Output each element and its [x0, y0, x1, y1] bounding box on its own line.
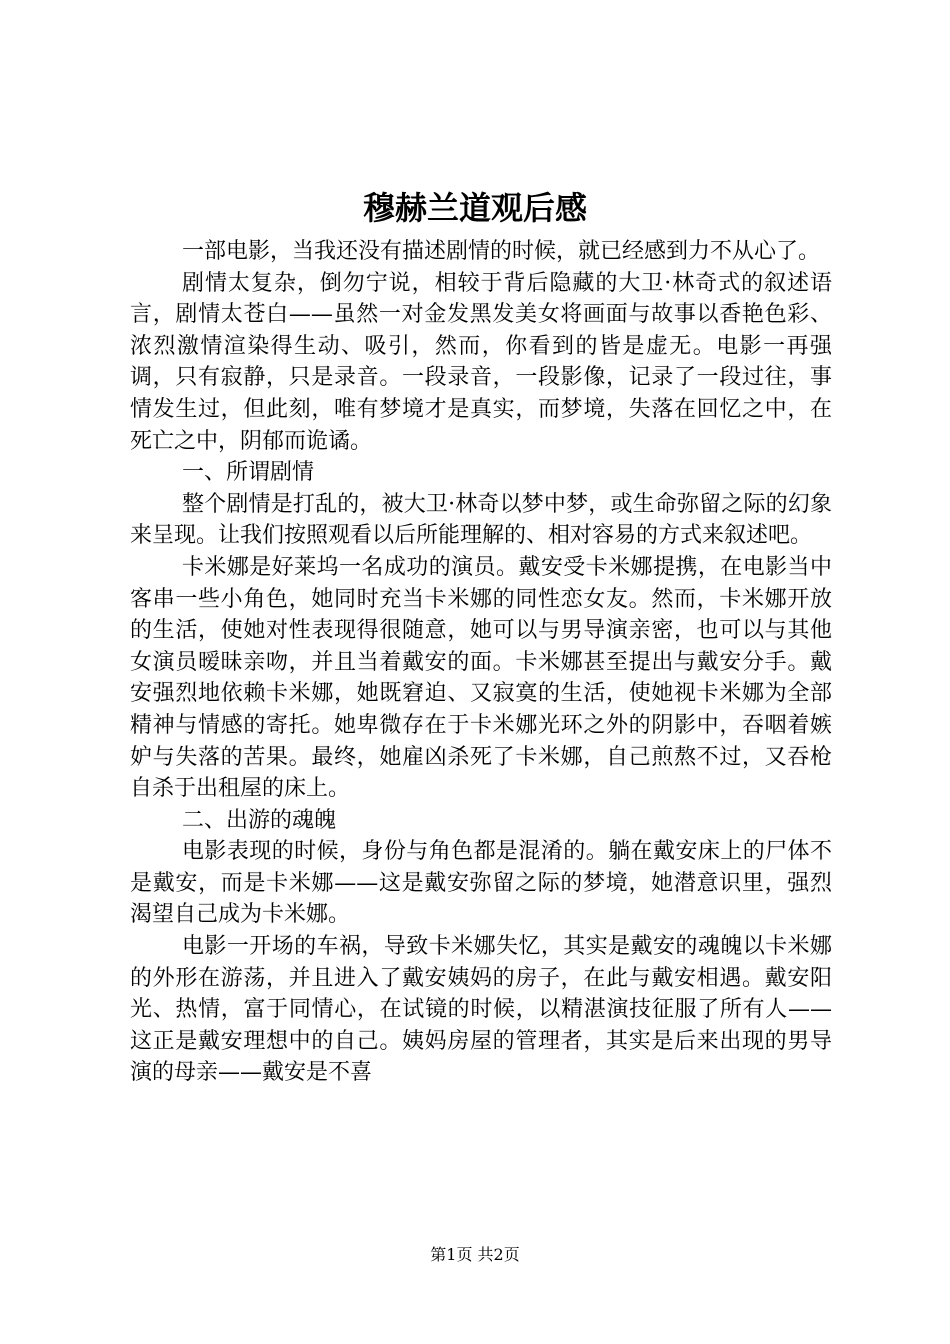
paragraph: 整个剧情是打乱的，被大卫·林奇以梦中梦，或生命弥留之际的幻象来呈现。让我们按照观看以后所能理解的、相对容易的方式来叙述吧。 [130, 491, 832, 549]
document-title: 穆赫兰道观后感 [362, 189, 587, 227]
paragraph: 电影一开场的车祸，导致卡米娜失忆，其实是戴安的魂魄以卡米娜的外形在游荡，并且进入了戴安姨妈的房子，在此与戴安相遇。戴安阳光、热情，富于同情心，在试镜的时候，以精湛演技征服了所有人——这正是戴安理想中的自己。姨妈房屋的管理者，其实是后来出现的男导演的母亲——戴安是不喜 [130, 934, 832, 1086]
section-heading: 二、出游的魂魄 [182, 807, 337, 833]
paragraph: 剧情太复杂，倒勿宁说，相较于背后隐藏的大卫·林奇式的叙述语言，剧情太苍白——虽然一对金发黑发美女将画面与故事以香艳色彩、浓烈激情渲染得生动、吸引，然而，你看到的皆是虚无。电影一再强调，只有寂静，只是录音。一段录音，一段影像，记录了一段过往，事情发生过，但此刻，唯有梦境才是真实，而梦境，失落在回忆之中，在死亡之中，阴郁而诡谲。 [130, 270, 832, 454]
paragraph: 一部电影，当我还没有描述剧情的时候，就已经感到力不从心了。 [182, 239, 821, 264]
paragraph: 电影表现的时候，身份与角色都是混淆的。躺在戴安床上的尸体不是戴安，而是卡米娜——这是戴安弥留之际的梦境，她潜意识里，强烈渴望自己成为卡米娜。 [130, 839, 832, 928]
document-body [130, 236, 832, 1089]
paragraph: 卡米娜是好莱坞一名成功的演员。戴安受卡米娜提携，在电影当中客串一些小角色，她同时充当卡米娜的同性恋女友。然而，卡米娜开放的生活，使她对性表现得很随意，她可以与男导演亲密，也可以与其他女演员暧昧亲吻，并且当着戴安的面。卡米娜甚至提出与戴安分手。戴安强烈地依赖卡米娜，她既窘迫、又寂寞的生活，使她视卡米娜为全部精神与情感的寄托。她卑微存在于卡米娜光环之外的阴影中，吞咽着嫉妒与失落的苦果。最终，她雇凶杀死了卡米娜，自己煎熬不过，又吞枪自杀于出租屋的床上。 [130, 554, 832, 802]
section-heading: 一、所谓剧情 [182, 460, 315, 486]
page-footer: 第1页 共2页 [430, 1245, 520, 1264]
